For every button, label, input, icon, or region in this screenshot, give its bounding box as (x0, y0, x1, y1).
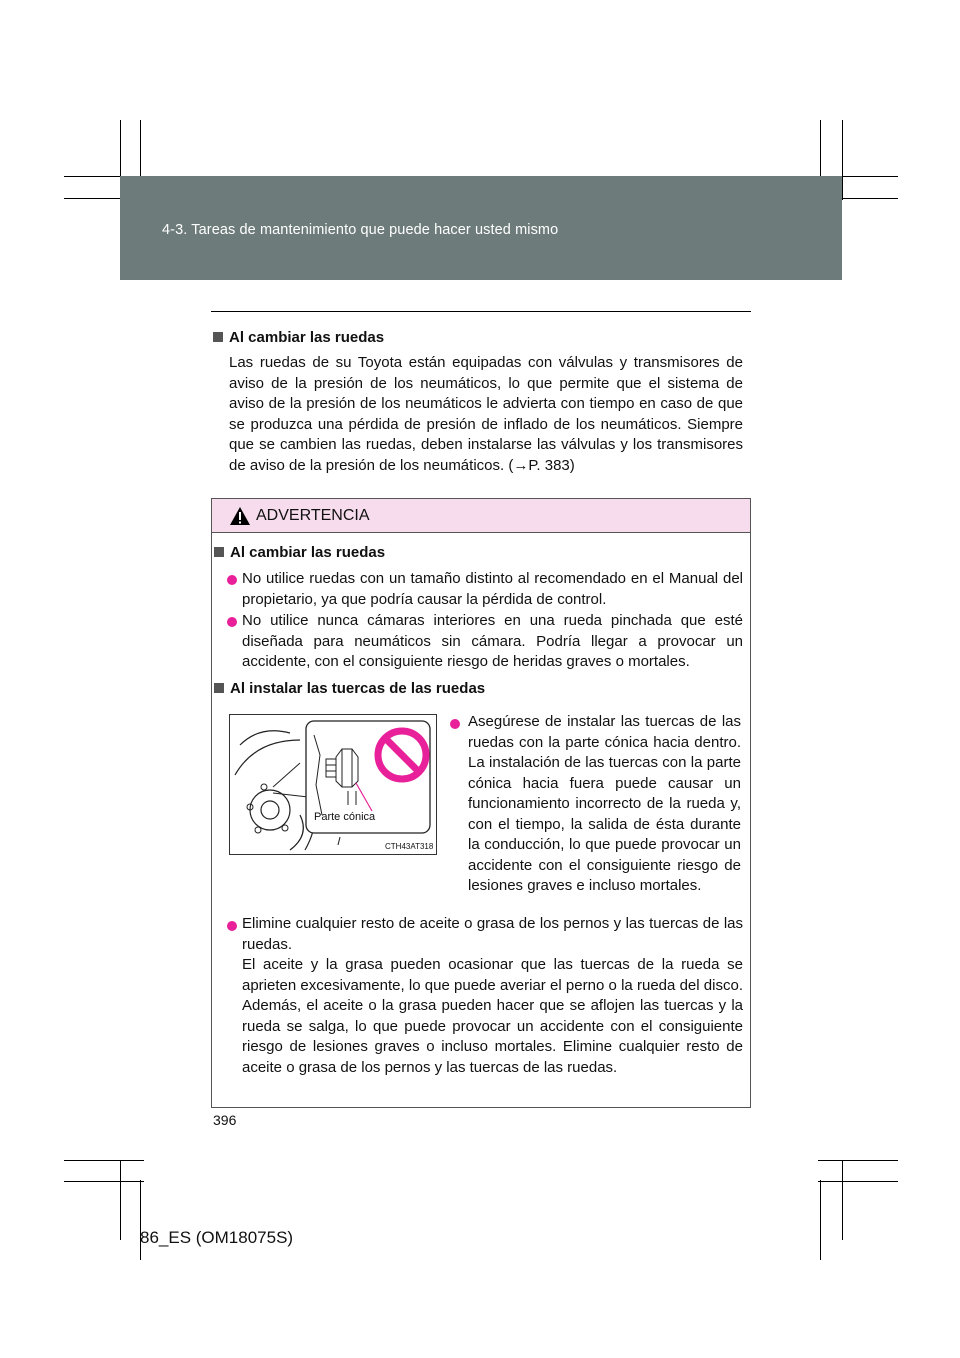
header-title: 4-3. Tareas de mantenimiento que puede hacer usted mismo (162, 222, 559, 238)
figure-code: CTH43AT318 (385, 842, 434, 851)
wheel-nut-illustration-icon (230, 715, 436, 854)
bullet-icon (450, 719, 460, 729)
document-code: 86_ES (OM18075S) (140, 1228, 294, 1247)
crop-mark (818, 1181, 898, 1182)
warning-heading-changing-wheels: Al cambiar las ruedas (214, 544, 385, 562)
warning-header (212, 499, 750, 533)
warning-item-4 (242, 914, 743, 1078)
crop-mark (820, 1180, 821, 1260)
page-number: 396 (213, 1112, 237, 1128)
warning-item-4-lead: Elimine cualquier resto de aceite o grasa de los pernos y las tuercas de las ruedas. (242, 915, 743, 953)
warning-heading-installing-nuts: Al instalar las tuercas de las ruedas (214, 680, 485, 698)
section-paragraph: Las ruedas de su Toyota están equipadas con válvulas y transmisores de aviso de la presión de los neumáticos, lo que permite que el sistema de aviso de la presión de los neumáticos le advierta con tiempo en caso de que se produzca una pérdida de presión de inflado de los neumáticos. Siempre que se cambien las ruedas, deben instalarse las válvulas y los transmisores de aviso de la presión de los neumáticos. (→P. 383) (229, 354, 743, 474)
bullet-icon (227, 921, 237, 931)
top-rule (211, 311, 751, 312)
square-bullet-icon (213, 332, 223, 342)
square-bullet-icon (214, 547, 224, 557)
bullet-icon (227, 575, 237, 585)
crop-mark (140, 1180, 141, 1260)
section-heading: Al cambiar las ruedas (213, 329, 743, 347)
warning-label: ADVERTENCIA (256, 507, 370, 524)
crop-mark (64, 1181, 144, 1182)
warning-item-1: No utilice ruedas con un tamaño distinto al recomendado en el Manual del propietario, ya que podría causar la pérdida de control. (242, 570, 743, 608)
square-bullet-icon (214, 683, 224, 693)
bullet-icon (227, 617, 237, 627)
crop-mark (64, 1160, 144, 1161)
crop-mark (842, 120, 843, 200)
wheel-nut-figure (229, 714, 437, 855)
warning-item-4-detail: El aceite y la grasa pueden ocasionar que las tuercas de la rueda se aprieten excesivamente, lo que puede averiar el perno o la rueda del disco. Además, el aceite o la grasa pueden hacer que se aflojen las tuercas y la rueda se salga, lo que puede provocar un accidente con el consiguiente riesgo de lesiones graves o incluso mortales. Elimine cualquier resto de aceite o grasa de los pernos y las tuercas de las ruedas. (242, 956, 743, 1076)
warning-triangle-icon (229, 506, 251, 526)
warning-item-2: No utilice nunca cámaras interiores en una rueda pinchada que esté diseñada para neumáticos sin cámara. Podría llegar a provocar un accidente, con el consiguiente riesgo de heridas graves o mortales. (242, 612, 743, 670)
figure-label: Parte cónica (314, 811, 376, 823)
crop-mark (120, 1160, 121, 1240)
crop-mark (842, 1160, 843, 1240)
warning-item-3: Asegúrese de instalar las tuercas de las ruedas con la parte cónica hacia dentro. La instalación de las tuercas con la parte cónica hacia fuera puede causar un funcionamiento incorrecto de la rueda y, con el tiempo, la salida de ésta durante la conducción, lo que puede provocar un accidente con el consiguiente riesgo de lesiones graves e incluso mortales. (468, 713, 741, 894)
header-band (120, 176, 842, 280)
section-changing-wheels (213, 329, 743, 476)
warning-box (211, 498, 751, 1108)
crop-mark (818, 1160, 898, 1161)
